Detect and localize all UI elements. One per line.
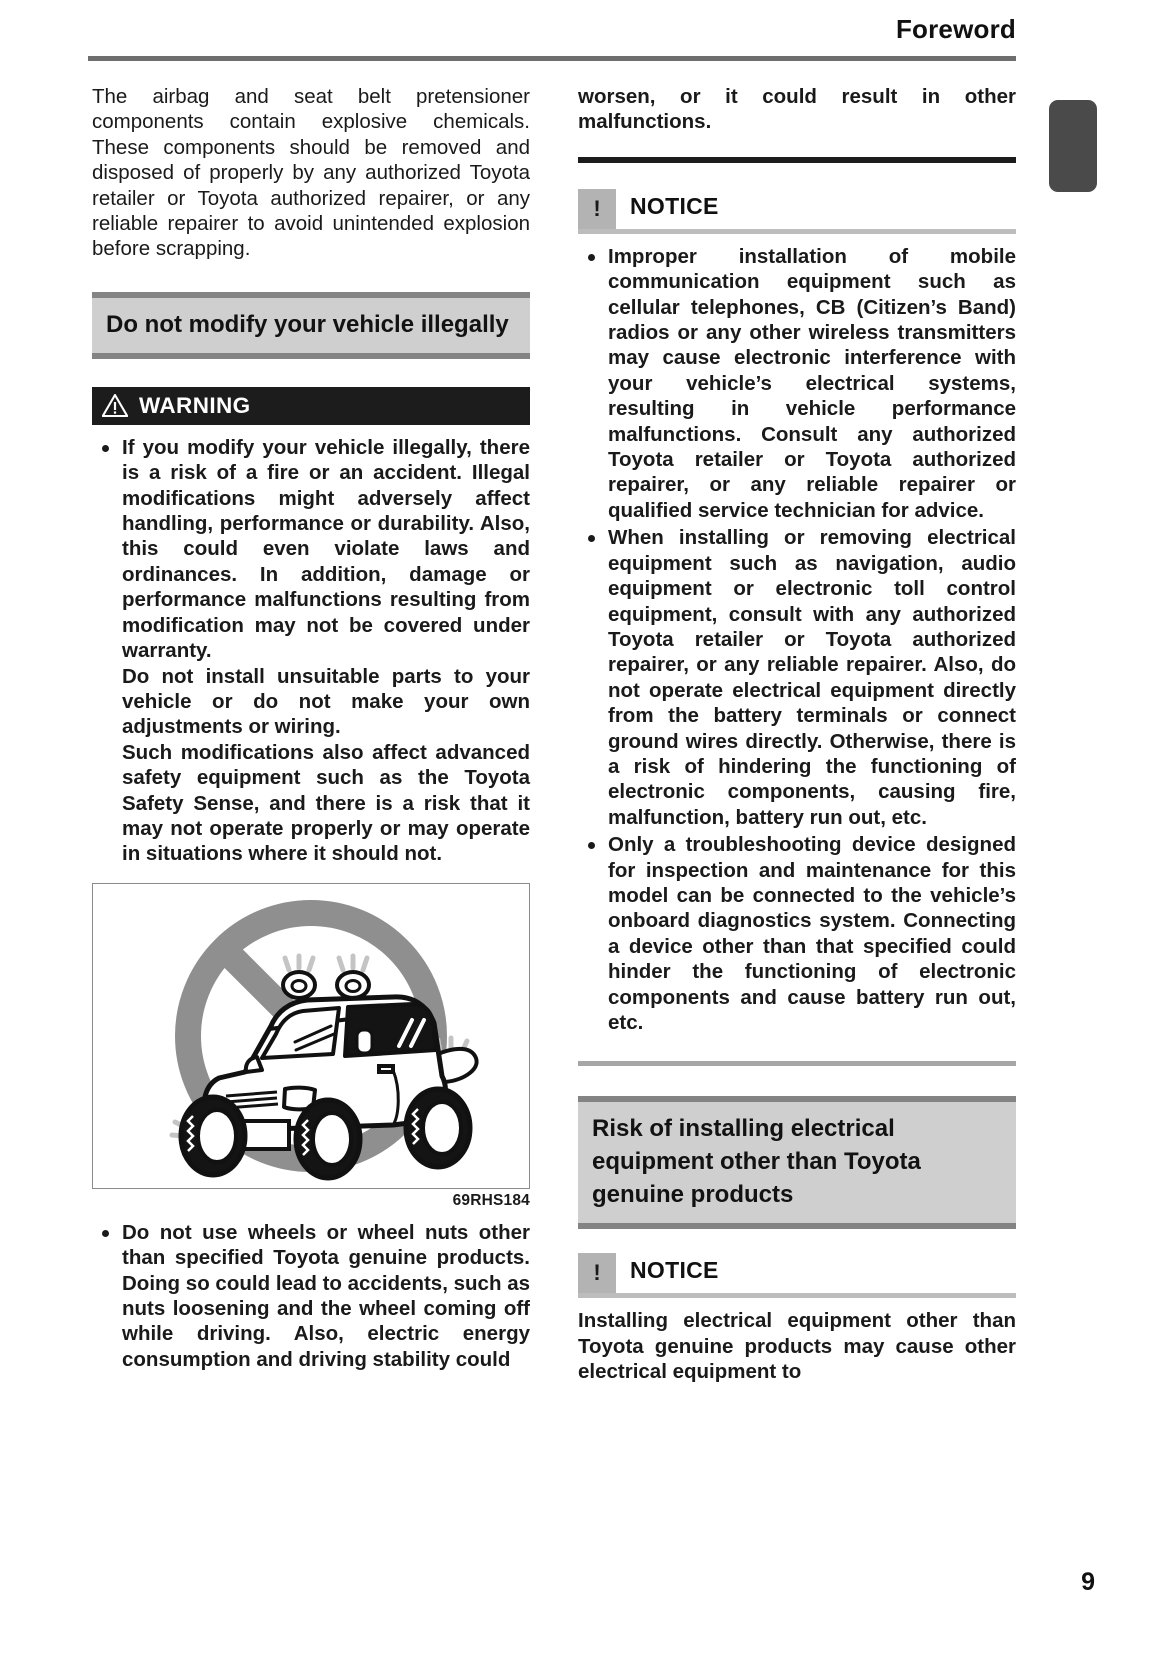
heading-body <box>578 1102 1016 1223</box>
continued-paragraph: worsen, or it could result in other malfunctions. <box>578 85 1016 134</box>
illustration-modified-vehicle <box>93 884 529 1188</box>
notice-divider-above <box>578 157 1016 163</box>
page-title: Foreword <box>895 14 1016 44</box>
section-heading-text: Risk of installing electrical equipment other than Toyota genuine products <box>592 1115 921 1209</box>
warning-text-1: If you modify your vehicle illegally, there is a risk of a fire or an accident. Illegal modifications might adversely affect handling, performance or durability. Also, this could even violate laws and ordinances. In addition, damage or performance malfunctions resulting from modification may not be covered under warranty. <box>122 435 530 663</box>
warning-text-3: Such modifications also affect advanced safety equipment such as the Toyota Safety Sense, and there is a risk that it may not operate properly or may operate in situations where it should not. <box>122 740 530 866</box>
notice-paragraph-2: Installing electrical equipment other than Toyota genuine products may cause other electrical equipment to <box>578 1309 1016 1384</box>
warning-banner <box>92 387 530 425</box>
notice-header-2 <box>578 1253 1016 1293</box>
notice-bullet-list-1 <box>578 244 1016 1036</box>
notice-underline <box>578 229 1016 234</box>
right-column <box>578 84 1016 1385</box>
notice-text-1: Improper installation of mobile communication equipment such as cellular telephones, CB (Citizen’s Band) radios or any other wireless transmitters may cause electronic interference with your vehicle’s electrical systems, resulting in vehicle performance malfunctions. Consult any authorized Toyota retailer or Toyota authorized repairer, or any reliable repairer or qualified service technician for advice. <box>608 244 1016 522</box>
page-header <box>88 14 1016 60</box>
figure-modified-vehicle <box>92 883 530 1210</box>
warning-bullet-list <box>92 435 530 867</box>
list-item <box>92 1220 530 1372</box>
section-heading-modify-vehicle <box>92 292 530 359</box>
list-item <box>578 525 1016 830</box>
notice-header-1 <box>578 189 1016 229</box>
warning-bullet-list-continued <box>92 1220 530 1372</box>
warning-triangle-icon <box>102 394 128 417</box>
page-number: 9 <box>1081 1568 1095 1596</box>
bullet-icon <box>102 445 109 452</box>
exclamation-icon: ! <box>578 1253 616 1293</box>
warning-text-2: Do not install unsuitable parts to your vehicle or do not make your own adjustments or wiring. <box>122 664 530 739</box>
notice-label: NOTICE <box>630 192 719 219</box>
section-heading-risk-electrical <box>578 1096 1016 1229</box>
heading-bottom-bar <box>92 353 530 359</box>
left-column <box>92 84 530 1372</box>
list-item <box>92 435 530 867</box>
notice-underline <box>578 1293 1016 1298</box>
list-item <box>578 832 1016 1035</box>
intro-paragraph: The airbag and seat belt pretensioner components contain explosive chemicals. These components should be removed and disposed of properly by any authorized Toyota retailer or Toyota authorized repairer, or any reliable repairer to avoid unintended explosion before scrapping. <box>92 85 530 261</box>
bullet-icon <box>588 254 595 261</box>
warning-label: WARNING <box>139 392 251 418</box>
chapter-tab-marker <box>1049 100 1097 192</box>
warning-text-wheels: Do not use wheels or wheel nuts other than specified Toyota genuine products. Doing so could lead to accidents, such as nuts loosening and the wheel coming off while driving. Also, electric energy consumption and driving stability could <box>122 1220 530 1371</box>
exclamation-icon: ! <box>578 189 616 229</box>
header-divider <box>88 56 1016 61</box>
heading-body <box>92 298 530 353</box>
bullet-icon <box>588 535 595 542</box>
section-heading-text: Do not modify your vehicle illegally <box>106 310 509 338</box>
section-divider <box>578 1061 1016 1066</box>
list-item <box>578 244 1016 523</box>
notice-text-2: When installing or removing electrical equipment such as navigation, audio equipment or electronic toll control equipment, consult with any authorized Toyota retailer or Toyota authorized repairer, or any reliable repairer. Also, do not operate electrical equipment directly from the battery terminals or connect ground wires directly. Otherwise, there is a risk of hindering the functioning of electronic components, causing fire, malfunction, battery run out, etc. <box>608 526 1016 829</box>
bullet-icon <box>102 1230 109 1237</box>
bullet-icon <box>588 842 595 849</box>
notice-text-3: Only a troubleshooting device designed for inspection and maintenance for this model can be connected to the vehicle’s onboard diagnostics system. Connecting a device other than that specified could hinder the functioning of electronic components and cause battery run out, etc. <box>608 833 1016 1034</box>
figure-caption: 69RHS184 <box>452 1191 530 1209</box>
figure-box <box>92 883 530 1189</box>
notice-label: NOTICE <box>630 1257 719 1284</box>
